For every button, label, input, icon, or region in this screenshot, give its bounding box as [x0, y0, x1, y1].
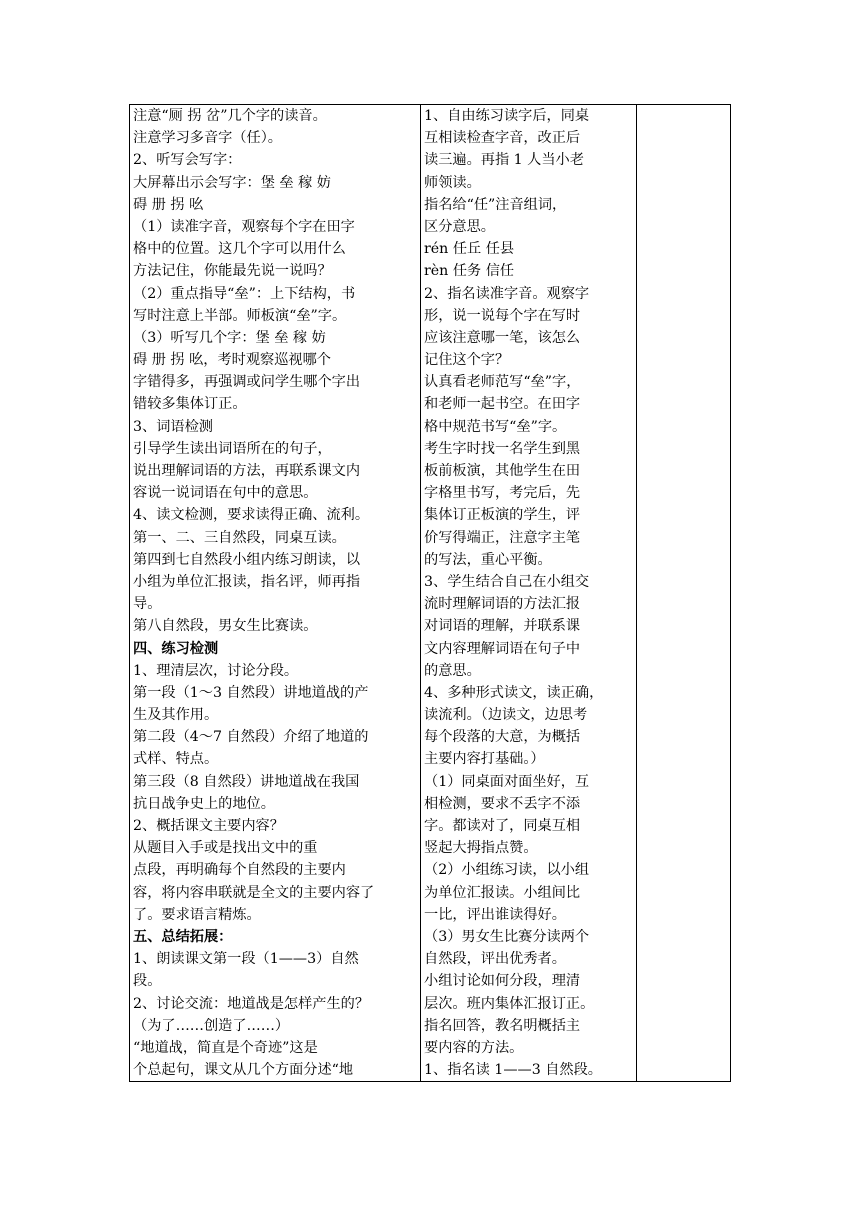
text-line: 层次。班内集体汇报订正。	[424, 995, 595, 1012]
text-line: 注意“厕 拐 岔”几个字的读音。	[133, 108, 327, 124]
text-line: 个总起句，课文从几个方面分述“地	[133, 1062, 354, 1079]
text-line: 大屏幕出示会写字：堡 垒 稼 妨	[133, 174, 331, 191]
student-activity-cell	[421, 105, 637, 1082]
text-line: 流时理解词语的方法汇报	[424, 596, 581, 613]
text-line: 形，说一说每个字在写时	[424, 307, 581, 324]
text-line: （1）读准字音，观察每个字在田字	[133, 218, 355, 235]
text-line: 区分意思。	[424, 218, 495, 235]
lesson-plan-table	[129, 104, 731, 1082]
teacher-activity-cell	[130, 105, 421, 1082]
text-line: 自然段，评出优秀者。	[424, 951, 566, 968]
text-line: 4、多种形式读文，读正确，	[424, 684, 604, 701]
text-line: 2、指名读准字音。观察字	[424, 285, 590, 302]
text-line: 第八自然段，男女生比赛读。	[133, 618, 318, 635]
text-line: （2）小组练习读，以小组	[424, 862, 590, 879]
table-row	[130, 105, 731, 1082]
text-line: 3、词语检测	[133, 418, 213, 435]
text-line: 指名回答，教名明概括主	[424, 1017, 581, 1034]
text-line: 字。都读对了，同桌互相	[424, 818, 581, 834]
text-line: 文内容理解词语在句子中	[424, 640, 581, 657]
text-line: 写时注意上半部。师板演“垒”字。	[133, 307, 347, 324]
text-line: 和老师一起书空。在田字	[424, 396, 581, 413]
text-line: （为了……创造了……）	[133, 1017, 290, 1034]
text-line: （1）同桌面对面坐好，互	[424, 773, 590, 790]
text-line: （3）男女生比赛分读两个	[424, 928, 590, 945]
text-line: 第三段（8 自然段）讲地道战在我国	[133, 773, 360, 790]
text-line: 段。	[133, 973, 162, 990]
text-line: 3、学生结合自己在小组交	[424, 573, 590, 590]
text-line: “地道战，简直是个奇迹”这是	[133, 1039, 318, 1056]
text-line: 一比，评出谁读得好。	[424, 906, 566, 923]
section-heading: 四、练习检测	[133, 640, 219, 657]
text-line: 容，将内容串联就是全文的主要内容了	[133, 884, 375, 901]
text-line: 引导学生读出词语所在的句子，	[133, 440, 332, 457]
text-line: 错较多集体订正。	[133, 396, 247, 413]
text-line: 注意学习多音字（任）。	[133, 130, 282, 147]
text-line: 碍 册 拐 吆，考时观察巡视哪个	[133, 352, 331, 369]
text-line: 2、讨论交流：地道战是怎样产生的？	[133, 995, 370, 1012]
text-line: 的写法，重心平衡。	[424, 551, 552, 568]
text-line: 互相读检查字音，改正后	[424, 130, 581, 147]
text-line: 价写得端正，注意字主笔	[424, 529, 581, 546]
text-line: 第一段（1～3 自然段）讲地道战的产	[133, 684, 369, 701]
text-line: 生及其作用。	[133, 707, 219, 724]
text-line: 导。	[133, 596, 162, 613]
text-line: 集体订正板演的学生，评	[424, 507, 581, 524]
text-line: 2、听写会写字：	[133, 152, 242, 169]
text-line: （3）听写几个字：堡 垒 稼 妨	[133, 329, 326, 346]
text-line: 字错得多，再强调或问学生哪个字出	[133, 374, 361, 391]
text-line: 第四到七自然段小组内练习朗读，以	[133, 551, 361, 568]
text-line: 4、读文检测，要求读得正确、流利。	[133, 507, 370, 524]
text-line: 式样、特点。	[133, 751, 219, 768]
text-line: 的意思。	[424, 662, 481, 679]
text-line: 说出理解词语的方法，再联系课文内	[133, 463, 361, 479]
text-line: 读流利。（边读文，边思考	[424, 707, 588, 724]
text-line: 要内容的方法。	[424, 1039, 524, 1056]
text-line: 主要内容打基础。）	[424, 751, 545, 768]
section-heading: 五、总结拓展：	[133, 928, 233, 945]
text-line: 1、指名读 1——3 自然段。	[424, 1062, 602, 1079]
text-line: 1、自由练习读字后，同桌	[424, 108, 590, 124]
text-line: 第二段（4～7 自然段）介绍了地道的	[133, 729, 369, 746]
text-line: 考生字时找一名学生到黑	[424, 440, 581, 457]
text-line: 1、理清层次，讨论分段。	[133, 662, 299, 679]
text-line: 读三遍。再指 1 人当小老	[424, 152, 584, 169]
text-line: 为单位汇报读。小组间比	[424, 884, 581, 901]
text-line: 每个段落的大意，为概括	[424, 729, 581, 746]
text-line: 1、朗读课文第一段（1——3）自然	[133, 951, 359, 968]
text-line: 竖起大拇指点赞。	[424, 840, 538, 857]
text-line: 板前板演，其他学生在田	[424, 463, 581, 479]
text-line: 认真看老师范写“垒”字，	[424, 374, 581, 391]
text-line: 指名给“任”注音组词，	[424, 196, 567, 213]
text-line: 字格里书写，考完后，先	[424, 485, 581, 502]
text-line: 记住这个字？	[424, 352, 510, 369]
text-line: rén 任丘 任县	[424, 241, 515, 258]
text-line: 抗日战争史上的地位。	[133, 795, 275, 812]
text-line: rèn 任务 信任	[424, 263, 515, 280]
text-line: 对词语的理解，并联系课	[424, 618, 581, 635]
text-line: 碍 册 拐 吆	[133, 196, 204, 213]
notes-cell	[637, 105, 731, 1082]
text-line: 从题目入手或是找出文中的重	[133, 840, 318, 857]
text-line: 小组讨论如何分段，理清	[424, 973, 581, 990]
text-line: 格中规范书写“垒”字。	[424, 418, 567, 435]
text-line: 2、概括课文主要内容？	[133, 818, 284, 834]
text-line: 小组为单位汇报读，指名评，师再指	[133, 573, 361, 590]
text-line: （2）重点指导“垒”：上下结构，书	[133, 285, 356, 302]
text-line: 格中的位置。这几个字可以用什么	[133, 241, 346, 258]
text-line: 相检测，要求不丢字不添	[424, 795, 581, 812]
text-line: 点段，再明确每个自然段的主要内	[133, 862, 346, 879]
text-line: 第一、二、三自然段，同桌互读。	[133, 529, 346, 546]
text-line: 应该注意哪一笔，该怎么	[424, 329, 581, 346]
text-line: 容说一说词语在句中的意思。	[133, 485, 318, 502]
text-line: 师领读。	[424, 174, 481, 191]
text-line: 了。要求语言精炼。	[133, 906, 261, 923]
text-line: 方法记住，你能最先说一说吗？	[133, 263, 332, 280]
